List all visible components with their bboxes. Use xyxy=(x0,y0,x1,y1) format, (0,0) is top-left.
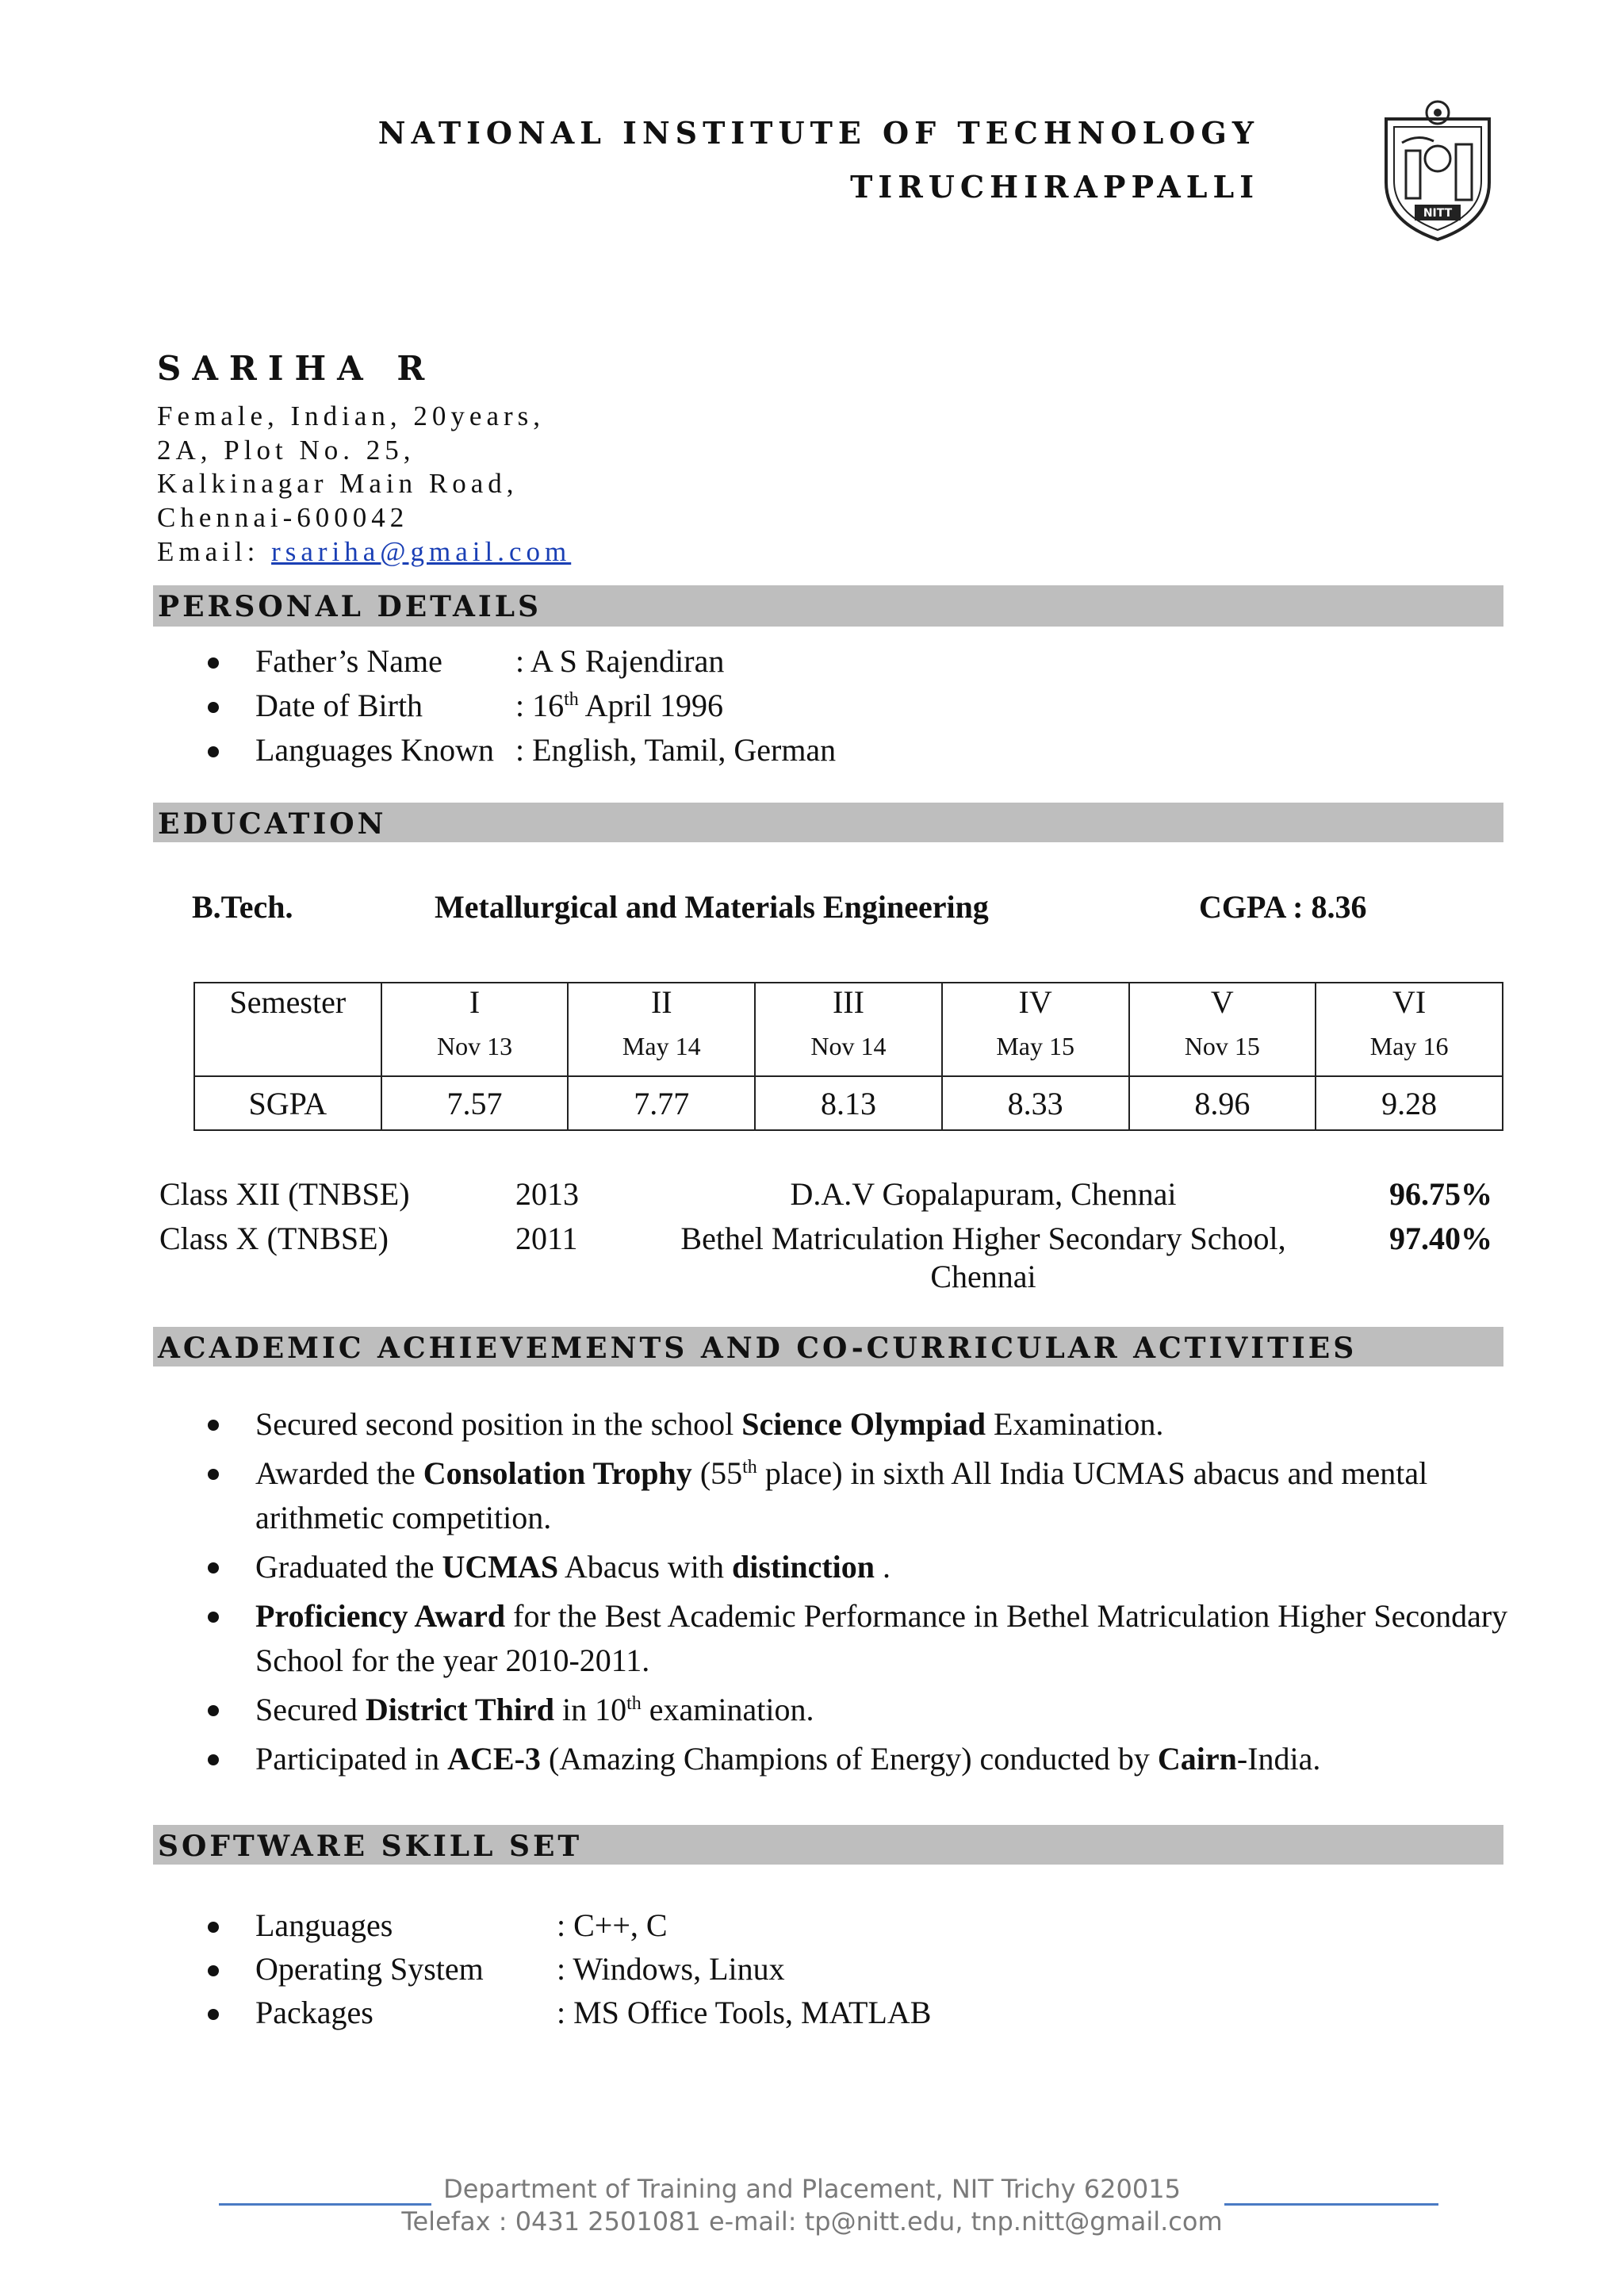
semester-table xyxy=(193,982,1503,1131)
bullet-icon xyxy=(208,1612,219,1623)
bullet-icon xyxy=(208,1705,219,1716)
section-header-software: SOFTWARE SKILL SET xyxy=(153,1825,1503,1865)
school-class: Class X (TNBSE) xyxy=(159,1221,389,1256)
languages-value: : English, Tamil, German xyxy=(515,732,837,768)
father-value: : A S Rajendiran xyxy=(515,643,725,679)
dob-label: Date of Birth xyxy=(255,688,423,723)
institute-name: NATIONAL INSTITUTE OF TECHNOLOGY xyxy=(377,115,1259,151)
bullet-icon xyxy=(208,1922,219,1933)
bullet-icon xyxy=(208,746,219,757)
section-header-personal: PERSONAL DETAILS xyxy=(153,585,1503,627)
table-cell: SGPA xyxy=(194,1076,381,1130)
bullet-icon xyxy=(208,657,219,669)
email-link[interactable]: rsariha@gmail.com xyxy=(271,536,572,567)
table-cell: V Nov 15 xyxy=(1129,983,1316,1076)
svg-text:NITT: NITT xyxy=(1423,207,1453,220)
table-cell: II May 14 xyxy=(568,983,755,1076)
cgpa: CGPA : 8.36 xyxy=(1199,889,1367,925)
branch: Metallurgical and Materials Engineering xyxy=(435,889,989,925)
table-cell: 8.96 xyxy=(1129,1076,1316,1130)
candidate-name: SARIHA R xyxy=(157,349,436,388)
bullet-icon xyxy=(208,1420,219,1431)
contact-email-line xyxy=(157,536,571,568)
school-class: Class XII (TNBSE) xyxy=(159,1176,410,1212)
contact-line: Chennai-600042 xyxy=(157,502,409,533)
school-name-line2: Chennai xyxy=(930,1259,1036,1294)
school-year: 2013 xyxy=(515,1176,579,1212)
contact-line: Kalkinagar Main Road, xyxy=(157,468,519,499)
school-name: D.A.V Gopalapuram, Chennai xyxy=(790,1176,1177,1212)
languages-label: Languages Known xyxy=(255,732,495,768)
skill-value: : Windows, Linux xyxy=(557,1951,785,1987)
table-cell: 9.28 xyxy=(1316,1076,1503,1130)
skill-label: Languages xyxy=(255,1907,393,1943)
skill-value: : MS Office Tools, MATLAB xyxy=(557,1995,932,2030)
skill-label: Operating System xyxy=(255,1951,484,1987)
table-cell: 8.33 xyxy=(942,1076,1129,1130)
section-header-education: EDUCATION xyxy=(153,803,1503,842)
school-percent: 97.40% xyxy=(1389,1221,1492,1256)
table-cell: IV May 15 xyxy=(942,983,1129,1076)
dob-value: : 16th April 1996 xyxy=(515,688,724,723)
section-header-achievements: ACADEMIC ACHIEVEMENTS AND CO-CURRICULAR ACTIVITIES xyxy=(153,1327,1503,1366)
bullet-icon xyxy=(208,1469,219,1480)
school-name: Bethel Matriculation Higher Secondary School, xyxy=(680,1221,1286,1256)
school-year: 2011 xyxy=(515,1221,578,1256)
nitt-crest-logo-icon xyxy=(1370,95,1505,246)
contact-line: Female, Indian, 20years, xyxy=(157,401,546,431)
bullet-icon xyxy=(208,2009,219,2020)
bullet-icon xyxy=(208,1965,219,1976)
bullet-icon xyxy=(208,1754,219,1765)
skill-value: : C++, C xyxy=(557,1907,668,1943)
school-percent: 96.75% xyxy=(1389,1176,1492,1212)
table-cell: 7.77 xyxy=(568,1076,755,1130)
table-cell: 8.13 xyxy=(755,1076,942,1130)
skill-label: Packages xyxy=(255,1995,373,2030)
footer-department: Department of Training and Placement, NIT Trichy 620015 xyxy=(443,2174,1181,2204)
table-cell: III Nov 14 xyxy=(755,983,942,1076)
degree: B.Tech. xyxy=(192,889,293,925)
bullet-icon xyxy=(208,1562,219,1573)
table-cell: VI May 16 xyxy=(1316,983,1503,1076)
institute-city: TIRUCHIRAPPALLI xyxy=(850,169,1259,205)
father-label: Father’s Name xyxy=(255,643,442,679)
table-row xyxy=(194,983,1503,1076)
bullet-icon xyxy=(208,702,219,713)
email-label: Email: xyxy=(157,536,272,567)
table-cell: Semester xyxy=(194,983,381,1076)
table-cell: 7.57 xyxy=(381,1076,569,1130)
footer-contact: Telefax : 0431 2501081 e-mail: tp@nitt.edu, tnp.nitt@gmail.com xyxy=(401,2206,1223,2237)
contact-line: 2A, Plot No. 25, xyxy=(157,435,416,466)
table-cell: I Nov 13 xyxy=(381,983,569,1076)
table-row xyxy=(194,1076,1503,1130)
